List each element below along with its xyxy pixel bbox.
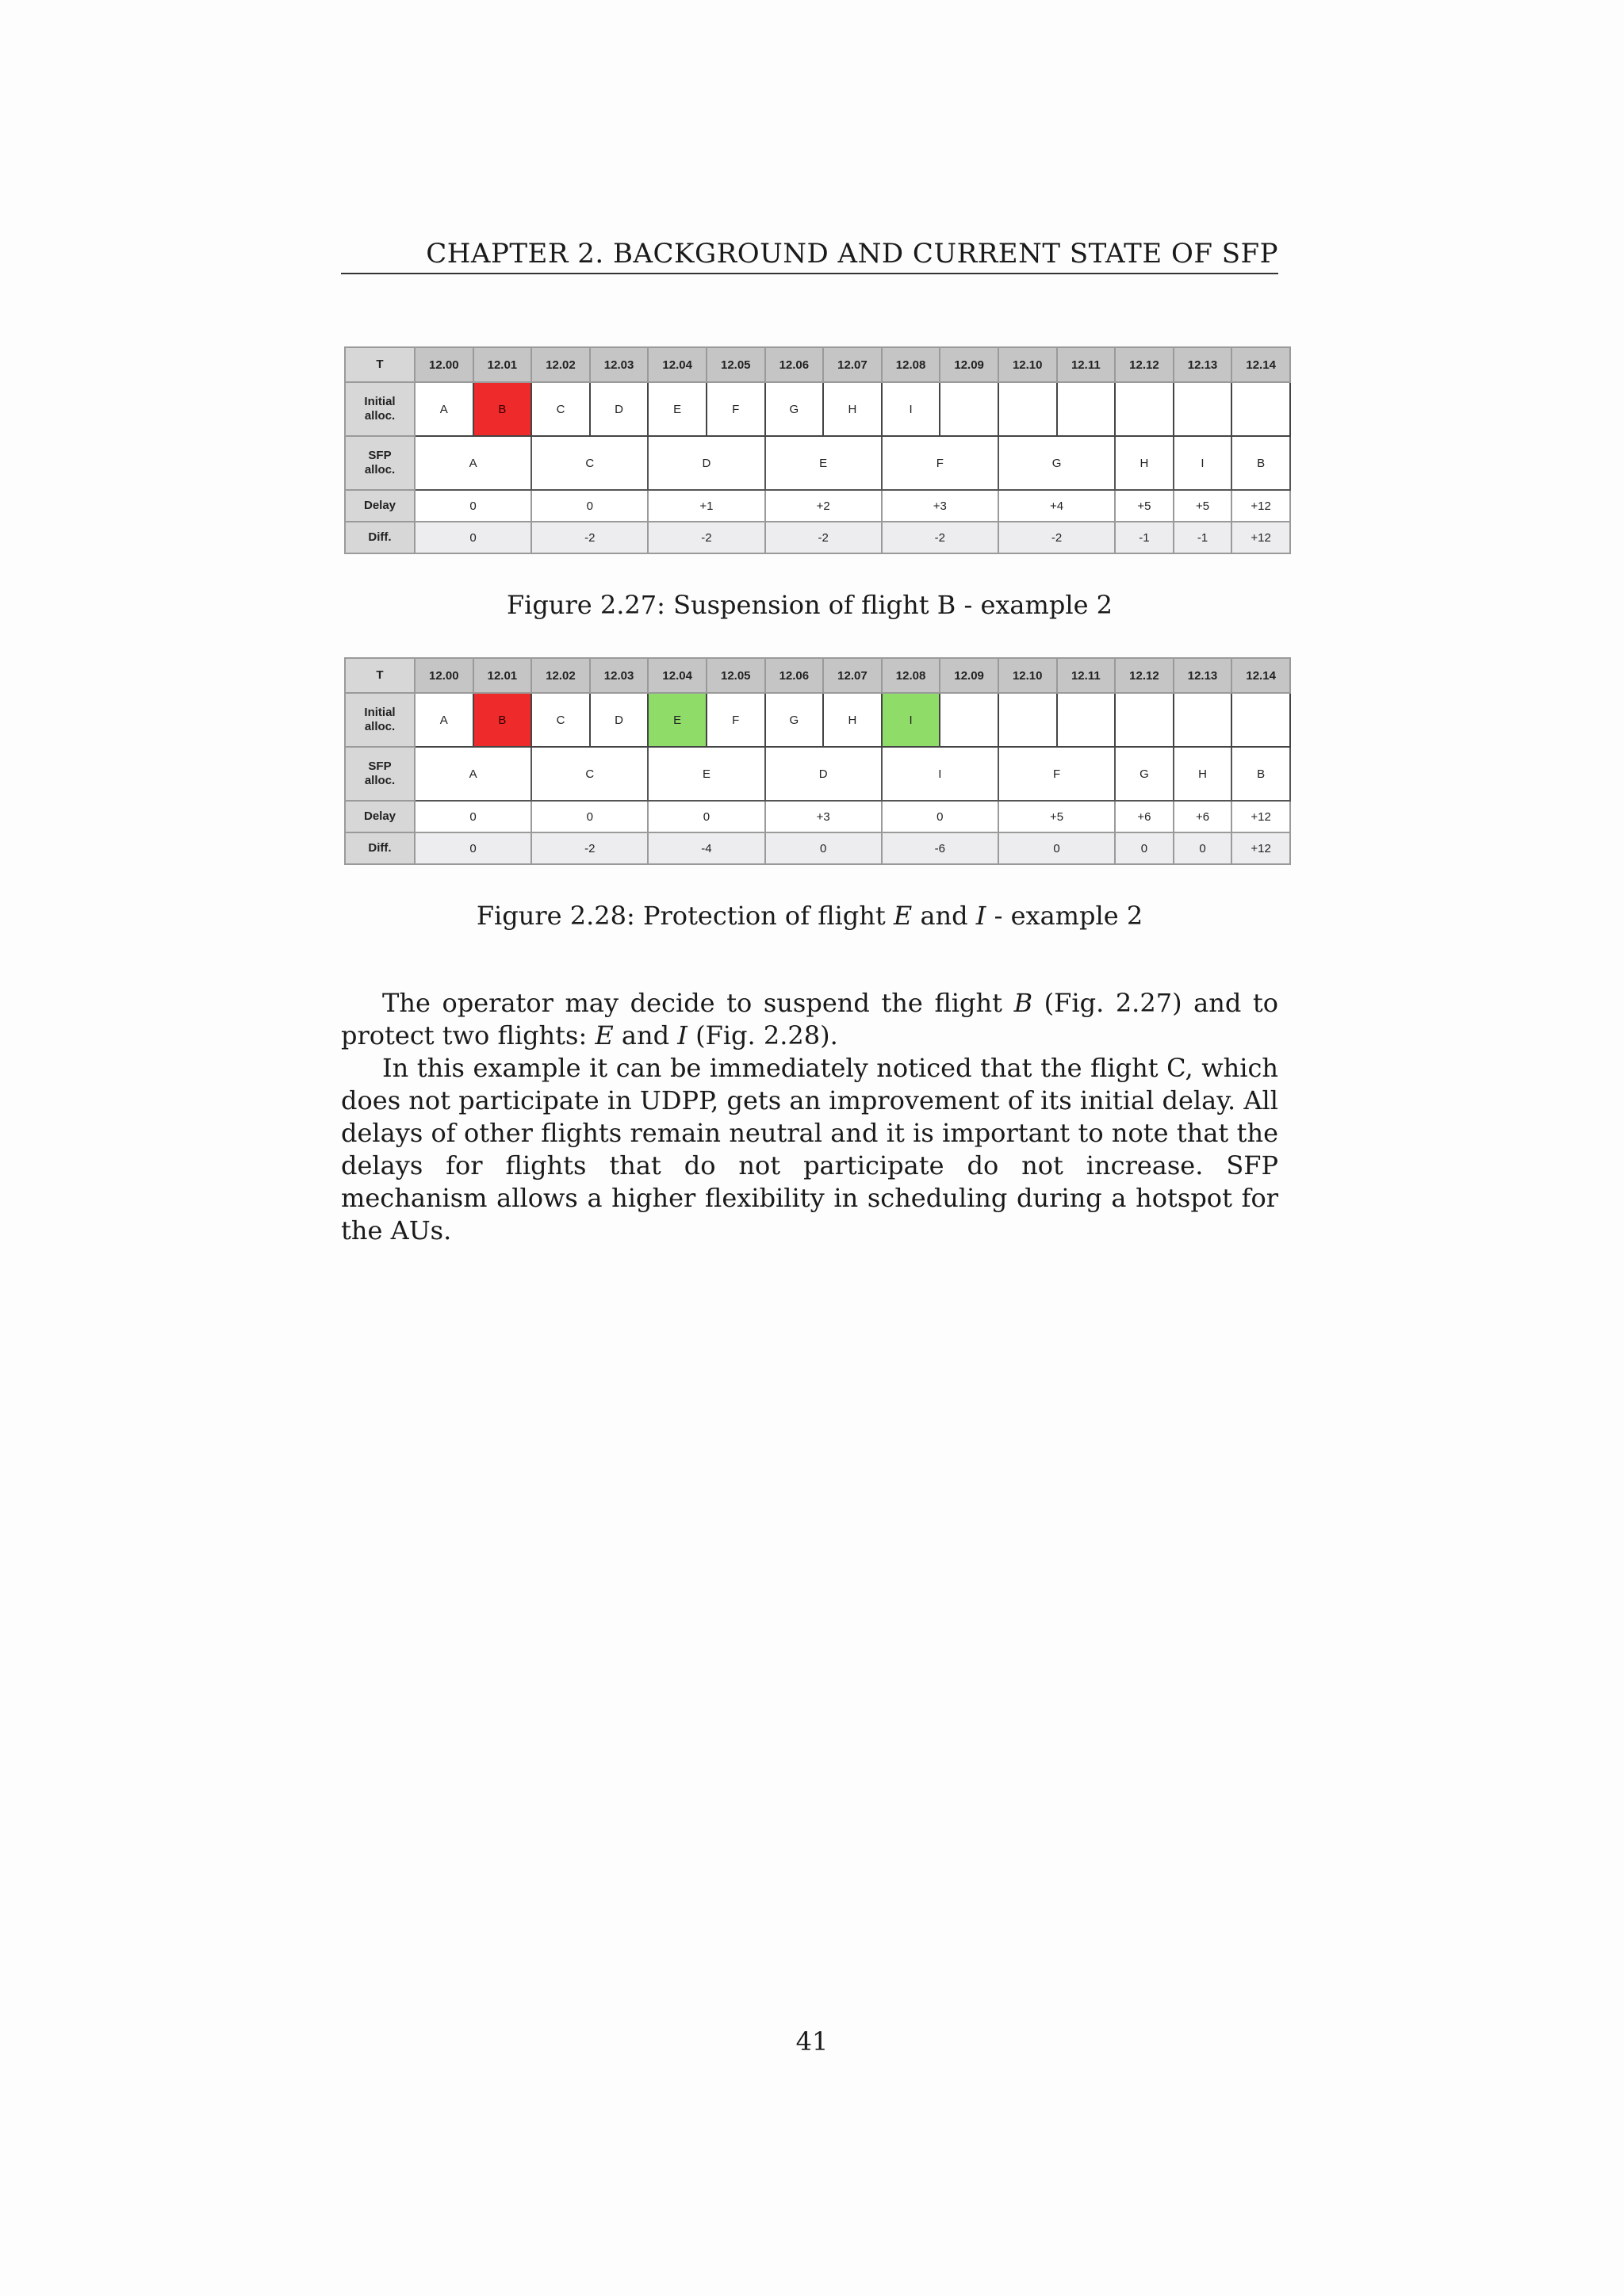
initial-alloc-cell [1115, 693, 1174, 747]
delay-label: Delay [345, 490, 415, 522]
initial-alloc-cell [1231, 382, 1290, 436]
delay-cell: +12 [1231, 801, 1290, 832]
initial-alloc-cell: D [590, 382, 649, 436]
caption-text: and [912, 901, 976, 931]
slot-table [344, 346, 1291, 554]
time-cell: 12.13 [1174, 347, 1232, 382]
text-run: (Fig. 2.28). [687, 1020, 838, 1050]
body-text [341, 987, 1278, 1247]
delay-cell: +3 [882, 490, 998, 522]
time-cell: 12.00 [415, 347, 473, 382]
time-cell: 12.07 [823, 658, 882, 693]
time-cell: 12.07 [823, 347, 882, 382]
delay-cell: +6 [1174, 801, 1232, 832]
time-cell: 12.09 [940, 347, 998, 382]
delay-cell: +3 [765, 801, 882, 832]
diff-cell: -6 [882, 832, 998, 864]
sfp-alloc-cell: B [1231, 436, 1290, 490]
page-number: 41 [795, 2026, 829, 2057]
time-row [345, 347, 1290, 382]
delay-cell: 0 [415, 490, 531, 522]
initial-alloc-cell [1057, 693, 1116, 747]
sfp-alloc-cell: B [1231, 747, 1290, 801]
diff-cell: 0 [415, 832, 531, 864]
time-cell: 12.06 [765, 347, 824, 382]
diff-cell: -2 [998, 522, 1115, 553]
time-cell: 12.08 [882, 347, 940, 382]
initial-alloc-cell: E [648, 693, 707, 747]
sfp-alloc-cell: A [415, 436, 531, 490]
time-cell: 12.03 [590, 658, 649, 693]
sfp-alloc-row [345, 747, 1290, 801]
initial-alloc-label: Initial alloc. [345, 382, 415, 436]
diff-cell: 0 [415, 522, 531, 553]
initial-alloc-cell [1057, 382, 1116, 436]
diff-cell: -4 [648, 832, 764, 864]
diff-row [345, 832, 1290, 864]
delay-cell: 0 [648, 801, 764, 832]
initial-alloc-cell: H [823, 693, 882, 747]
sfp-alloc-cell: I [882, 747, 998, 801]
time-cell: 12.04 [648, 658, 707, 693]
initial-alloc-cell [940, 382, 998, 436]
text-run: and [613, 1020, 678, 1050]
time-cell: 12.02 [531, 658, 590, 693]
sfp-alloc-cell: G [1115, 747, 1174, 801]
initial-alloc-cell: G [765, 382, 824, 436]
time-cell: 12.11 [1057, 347, 1116, 382]
delay-cell: 0 [531, 801, 648, 832]
flight-i: I [677, 1020, 688, 1050]
initial-alloc-row [345, 382, 1290, 436]
diff-cell: -2 [531, 832, 648, 864]
initial-alloc-cell: A [415, 382, 473, 436]
time-cell: 12.04 [648, 347, 707, 382]
sfp-alloc-cell: H [1174, 747, 1232, 801]
diff-cell: -2 [765, 522, 882, 553]
time-cell: 12.05 [707, 658, 765, 693]
sfp-alloc-cell: F [998, 747, 1115, 801]
initial-alloc-cell: C [531, 693, 590, 747]
figure-2-28-caption [341, 901, 1278, 931]
caption-text: - example 2 [986, 901, 1143, 931]
initial-alloc-cell: F [707, 382, 765, 436]
initial-alloc-cell [998, 382, 1057, 436]
sfp-alloc-label: SFP alloc. [345, 436, 415, 490]
figure-2-28-table [344, 657, 1291, 865]
diff-row [345, 522, 1290, 553]
initial-alloc-cell: F [707, 693, 765, 747]
time-cell: 12.00 [415, 658, 473, 693]
sfp-alloc-cell: D [765, 747, 882, 801]
delay-cell: +4 [998, 490, 1115, 522]
diff-label: Diff. [345, 522, 415, 553]
text-run: The operator may decide to suspend the flight [382, 988, 1014, 1018]
time-cell: 12.10 [998, 658, 1057, 693]
initial-alloc-row [345, 693, 1290, 747]
time-cell: 12.08 [882, 658, 940, 693]
delay-cell: +5 [1115, 490, 1174, 522]
text-run: (Fig. 2.27) and to protect two flights: [341, 988, 1279, 1050]
paragraph-2: In this example it can be immediately noticed that the flight C, which does not participate in UDPP, gets an improvement of its initial delay. All delays of other flights remain neutral and it is important to note that the delays for flights that do not participate do not increase. SFP mechanism allows a higher flexibility in scheduling during a hotspot for the AUs. [341, 1053, 1278, 1246]
figure-2-27-caption: Figure 2.27: Suspension of flight B - example 2 [506, 590, 1113, 620]
sfp-alloc-cell: E [648, 747, 764, 801]
caption-flight-i: I [975, 901, 986, 931]
diff-cell: -2 [882, 522, 998, 553]
sfp-alloc-cell: D [648, 436, 764, 490]
time-cell: 12.06 [765, 658, 824, 693]
diff-cell: +12 [1231, 832, 1290, 864]
initial-alloc-label: Initial alloc. [345, 693, 415, 747]
diff-cell: 0 [1174, 832, 1232, 864]
flight-b: B [1013, 988, 1033, 1018]
time-row-label: T [345, 658, 415, 693]
time-cell: 12.02 [531, 347, 590, 382]
initial-alloc-cell [998, 693, 1057, 747]
paragraph-1 [341, 987, 1278, 1052]
delay-row [345, 801, 1290, 832]
initial-alloc-cell: B [473, 382, 532, 436]
time-cell: 12.05 [707, 347, 765, 382]
diff-cell: +12 [1231, 522, 1290, 553]
delay-cell: 0 [882, 801, 998, 832]
delay-cell: +6 [1115, 801, 1174, 832]
header-text: CHAPTER 2. BACKGROUND AND CURRENT STATE OF SFP [426, 238, 1278, 270]
sfp-alloc-label: SFP alloc. [345, 747, 415, 801]
delay-row [345, 490, 1290, 522]
delay-label: Delay [345, 801, 415, 832]
figure-2-27-table [344, 346, 1291, 554]
time-cell: 12.01 [473, 347, 532, 382]
caption-flight-e: E [893, 901, 913, 931]
sfp-alloc-cell: F [882, 436, 998, 490]
diff-cell: 0 [1115, 832, 1174, 864]
diff-cell: -1 [1115, 522, 1174, 553]
sfp-alloc-cell: I [1174, 436, 1232, 490]
flight-e: E [595, 1020, 614, 1050]
sfp-alloc-cell: C [531, 747, 648, 801]
caption-text: Figure 2.28: Protection of flight [476, 901, 894, 931]
delay-cell: 0 [531, 490, 648, 522]
delay-cell: +1 [648, 490, 764, 522]
time-cell: 12.12 [1115, 347, 1174, 382]
initial-alloc-cell: A [415, 693, 473, 747]
delay-cell: +2 [765, 490, 882, 522]
time-cell: 12.14 [1231, 658, 1290, 693]
time-cell: 12.13 [1174, 658, 1232, 693]
initial-alloc-cell [940, 693, 998, 747]
initial-alloc-cell [1231, 693, 1290, 747]
running-header [341, 238, 1278, 274]
sfp-alloc-cell: A [415, 747, 531, 801]
delay-cell: +5 [1174, 490, 1232, 522]
slot-table [344, 657, 1291, 865]
time-row [345, 658, 1290, 693]
time-cell: 12.14 [1231, 347, 1290, 382]
time-cell: 12.01 [473, 658, 532, 693]
sfp-alloc-cell: C [531, 436, 648, 490]
diff-label: Diff. [345, 832, 415, 864]
delay-cell: +5 [998, 801, 1115, 832]
diff-cell: -2 [648, 522, 764, 553]
initial-alloc-cell [1174, 693, 1232, 747]
time-cell: 12.09 [940, 658, 998, 693]
sfp-alloc-row [345, 436, 1290, 490]
diff-cell: 0 [765, 832, 882, 864]
sfp-alloc-cell: E [765, 436, 882, 490]
initial-alloc-cell: I [882, 382, 940, 436]
diff-cell: -1 [1174, 522, 1232, 553]
initial-alloc-cell: B [473, 693, 532, 747]
time-cell: 12.11 [1057, 658, 1116, 693]
initial-alloc-cell [1115, 382, 1174, 436]
initial-alloc-cell: I [882, 693, 940, 747]
time-cell: 12.10 [998, 347, 1057, 382]
sfp-alloc-cell: H [1115, 436, 1174, 490]
time-cell: 12.03 [590, 347, 649, 382]
sfp-alloc-cell: G [998, 436, 1115, 490]
diff-cell: 0 [998, 832, 1115, 864]
diff-cell: -2 [531, 522, 648, 553]
initial-alloc-cell: E [648, 382, 707, 436]
initial-alloc-cell: G [765, 693, 824, 747]
delay-cell: +12 [1231, 490, 1290, 522]
time-cell: 12.12 [1115, 658, 1174, 693]
initial-alloc-cell: H [823, 382, 882, 436]
initial-alloc-cell: C [531, 382, 590, 436]
delay-cell: 0 [415, 801, 531, 832]
initial-alloc-cell [1174, 382, 1232, 436]
time-row-label: T [345, 347, 415, 382]
initial-alloc-cell: D [590, 693, 649, 747]
